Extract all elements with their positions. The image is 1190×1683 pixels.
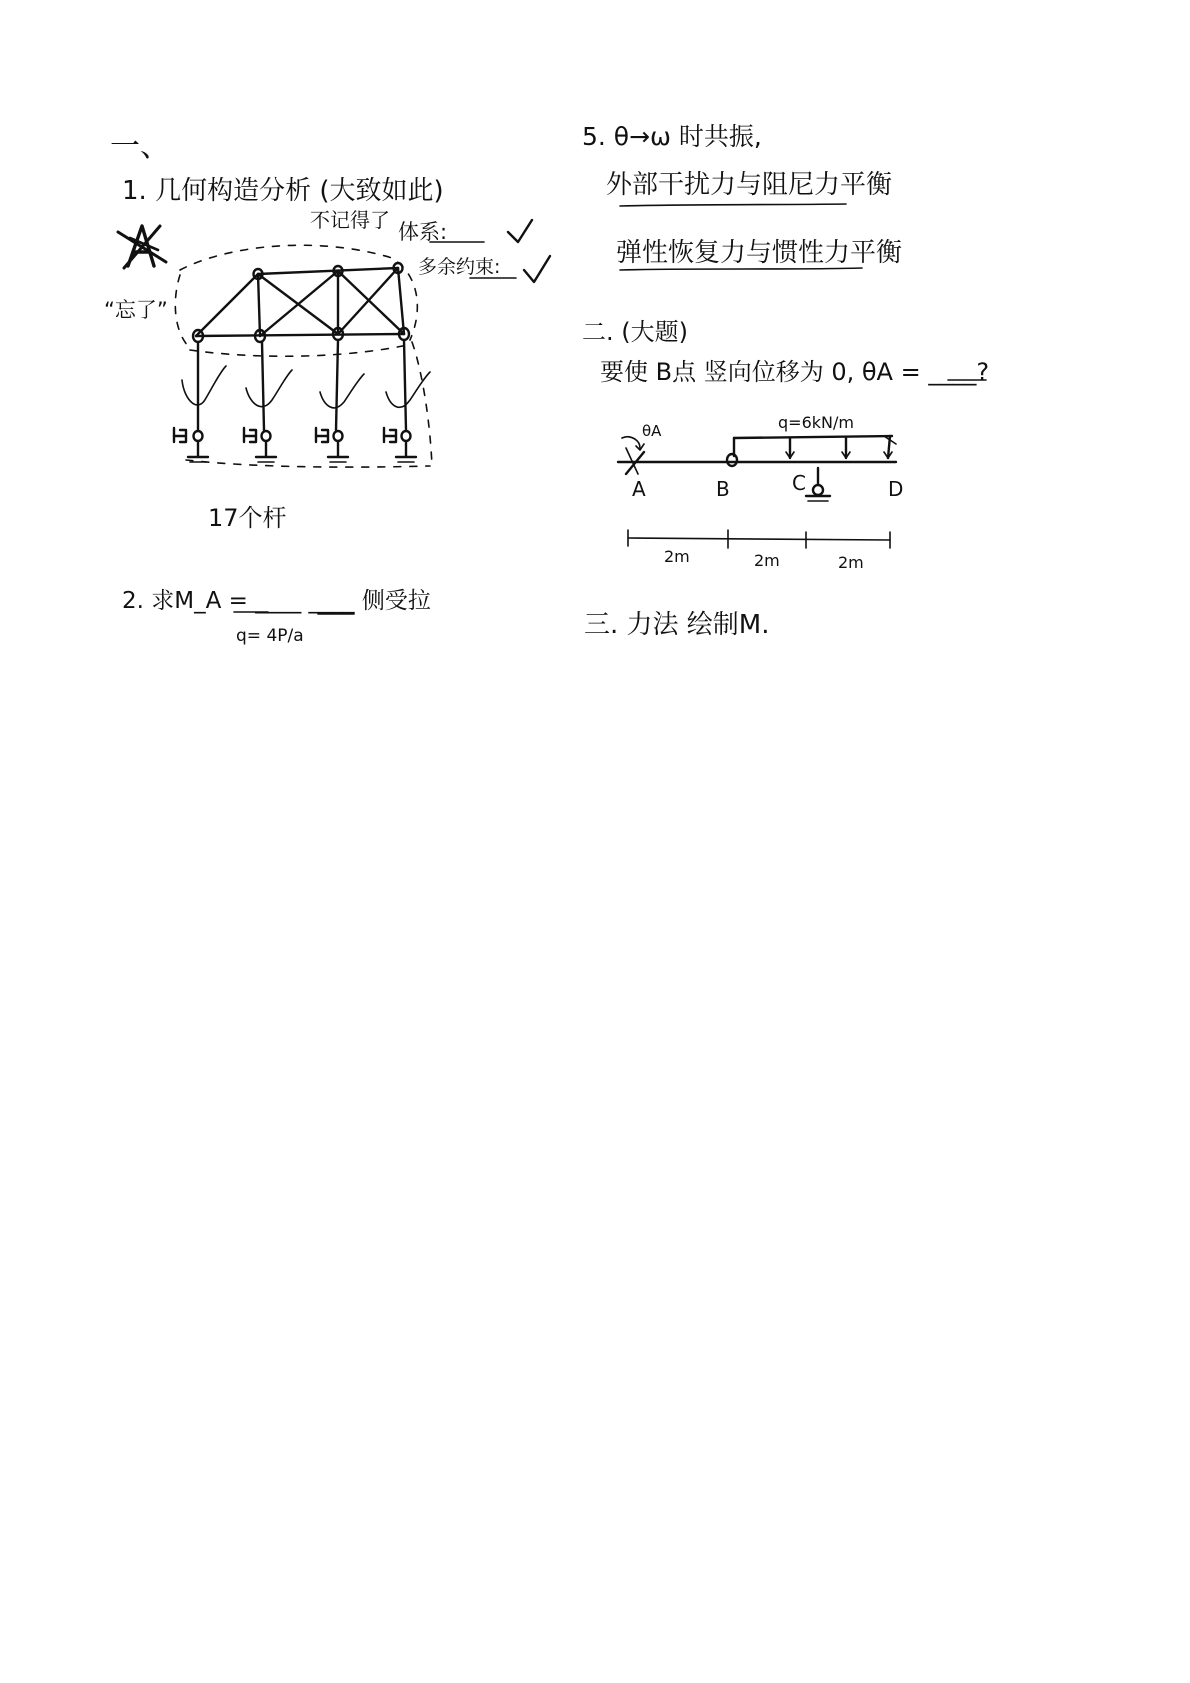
point-b-label: B (716, 477, 730, 501)
q1-title: 1. 几何构造分析 (大致如此) (122, 176, 444, 206)
bar-count: 17个杆 (208, 504, 287, 532)
span-bc-label: 2m (754, 551, 780, 570)
rotation-label: θA (642, 422, 662, 440)
section-one-heading: 一、 (110, 129, 170, 164)
crossed-out-mark (118, 226, 166, 268)
check-mark-redundant (524, 256, 550, 282)
distributed-load-label: q=6kN/m (778, 413, 854, 432)
label-redundant-constraints: 多余约束: (418, 256, 501, 278)
beam-diagram (618, 413, 903, 572)
note-forgot-quote: “忘了” (104, 298, 168, 322)
q5-answer-line2: 弹性恢复力与惯性力平衡 (616, 238, 903, 268)
section-two-heading: 二. (大题) (582, 318, 688, 346)
dashed-outline (175, 245, 432, 467)
q2-partial-formula: q= 4P/a (236, 626, 304, 646)
span-ab-label: 2m (664, 547, 690, 566)
q5-title: 5. θ→ω 时共振, (582, 122, 762, 151)
section-three-text: 三. 力法 绘制M. (584, 610, 770, 640)
q5-underline-1 (620, 204, 846, 206)
columns-and-supports (174, 340, 430, 462)
point-c-label: C (792, 471, 806, 495)
truss-frame (193, 263, 409, 342)
q5-answer-line1: 外部干扰力与阻尼力平衡 (606, 170, 893, 200)
q5-underline-2 (620, 268, 862, 270)
q2-text: 2. 求M_A = ____ ____ 侧受拉 (122, 588, 431, 614)
check-mark-system (508, 220, 532, 242)
note-forgot: 不记得了 (310, 208, 390, 232)
point-a-label: A (632, 477, 646, 501)
section-two-prompt: 要使 B点 竖向位移为 0, θA = ____? (600, 358, 990, 386)
label-system: 体系: (398, 220, 448, 244)
point-d-label: D (888, 477, 904, 501)
span-cd-label: 2m (838, 553, 864, 572)
